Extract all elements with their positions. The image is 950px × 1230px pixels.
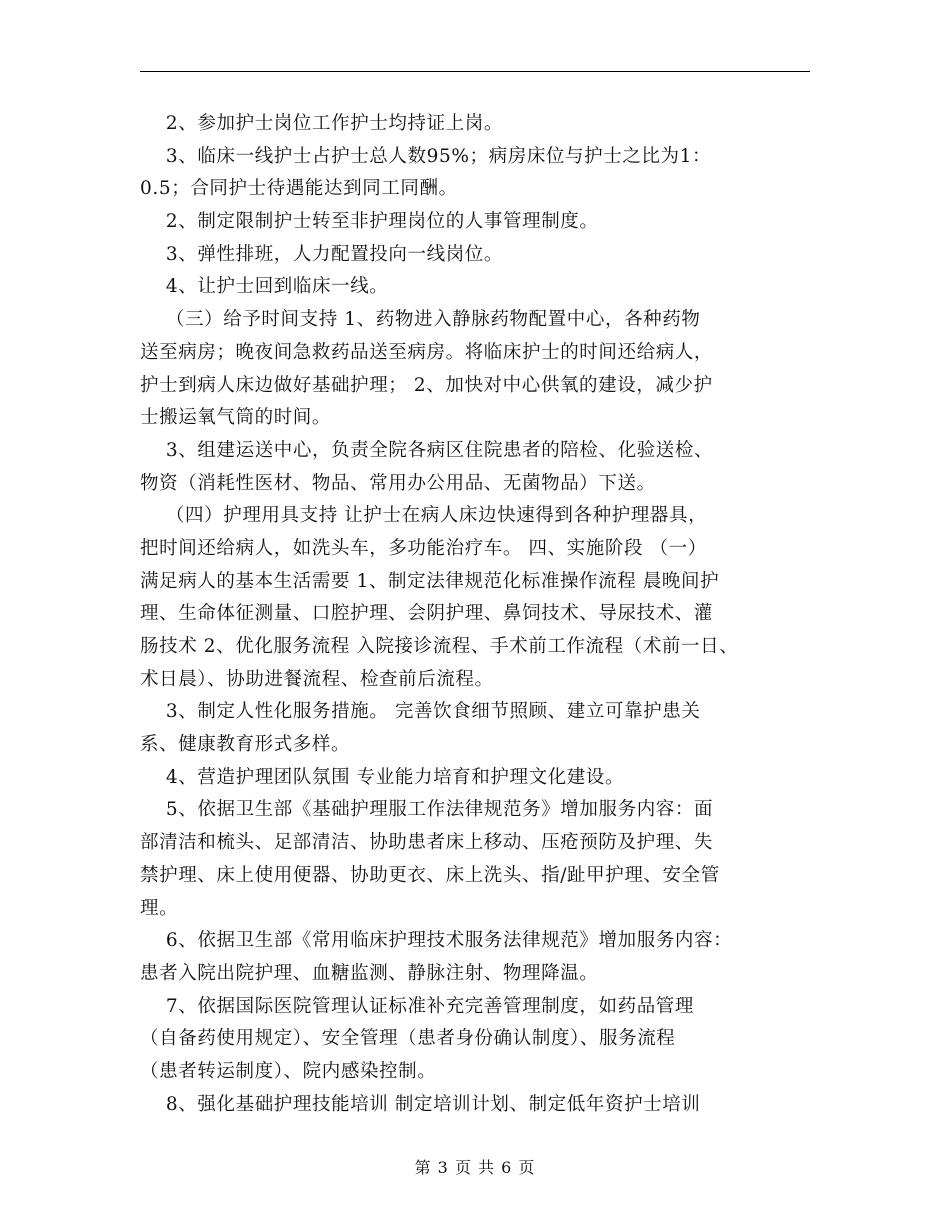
- body-line: （四）护理用具支持 让护士在病人床边快速得到各种护理器具，: [140, 505, 708, 527]
- body-line: 理。: [140, 897, 179, 919]
- body-line: 2、参加护士岗位工作护士均持证上岗。: [140, 113, 503, 134]
- body-line: 把时间还给病人，如洗头车，多功能治疗车。 四、实施阶段 （一）: [140, 537, 707, 559]
- body-line: 8、强化基础护理技能培训 制定培训计划、制定低年资护士培训: [140, 1093, 701, 1115]
- body-line: 物资（消耗性医材、物品、常用办公用品、无菌物品）下送。: [140, 472, 656, 494]
- body-line: 4、营造护理团队氛围 专业能力培育和护理文化建设。: [140, 766, 625, 788]
- body-line: 肠技术 2、优化服务流程 入院接诊流程、手术前工作流程（术前一日、: [140, 636, 739, 657]
- body-line: 士搬运氧气筒的时间。: [140, 407, 332, 429]
- body-line: 患者入院出院护理、血糖监测、静脉注射、物理降温。: [140, 962, 599, 984]
- body-line: 禁护理、床上使用便器、协助更衣、床上洗头、指/趾甲护理、安全管: [140, 864, 720, 886]
- body-line: 6、依据卫生部《常用临床护理技术服务法律规范》增加服务内容：: [140, 930, 733, 952]
- document-body: [140, 108, 820, 1121]
- body-line: 4、让护士回到临床一线。: [140, 276, 389, 298]
- body-line: 3、制定人性化服务措施。 完善饮食细节照顾、建立可靠护患关: [140, 701, 701, 723]
- body-line: 5、依据卫生部《基础护理服工作法律规范务》增加服务内容：面: [140, 799, 714, 821]
- body-line: 送至病房；晚夜间急救药品送至病房。将临床护士的时间还给病人，: [140, 341, 714, 363]
- body-line: 2、制定限制护士转至非护理岗位的人事管理制度。: [140, 211, 599, 233]
- header-rule: [140, 71, 810, 72]
- body-line: 系、健康教育形式多样。: [140, 734, 351, 756]
- body-line: 3、弹性排班，人力配置投向一线岗位。: [140, 243, 503, 265]
- body-line: 3、临床一线护士占护士总人数95%；病房床位与护士之比为1：: [140, 145, 712, 167]
- body-line: （患者转运制度）、院内感染控制。: [140, 1060, 437, 1082]
- page-number-footer: 第 3 页 共 6 页: [414, 1158, 536, 1177]
- body-line: 术日晨）、协助进餐流程、检查前后流程。: [140, 668, 494, 690]
- body-line: 理、生命体征测量、口腔护理、会阴护理、鼻饲技术、导尿技术、灌: [140, 603, 714, 625]
- body-line: （自备药使用规定）、安全管理（患者身份确认制度）、服务流程: [140, 1028, 676, 1050]
- body-line: 7、依据国际医院管理认证标准补充完善管理制度，如药品管理: [140, 995, 694, 1017]
- body-line: 满足病人的基本生活需要 1、制定法律规范化标准操作流程 晨晚间护: [140, 570, 720, 592]
- body-line: （三）给予时间支持 1、药物进入静脉药物配置中心，各种药物: [140, 309, 701, 331]
- body-line: 0.5；合同护士待遇能达到同工同酬。: [140, 178, 458, 200]
- body-line: 3、组建运送中心，负责全院各病区住院患者的陪检、化验送检、: [140, 439, 714, 461]
- body-line: 护士到病人床边做好基础护理； 2、加快对中心供氧的建设，减少护: [140, 374, 713, 396]
- body-line: 部清洁和梳头、足部清洁、协助患者床上移动、压疮预防及护理、失: [140, 832, 714, 854]
